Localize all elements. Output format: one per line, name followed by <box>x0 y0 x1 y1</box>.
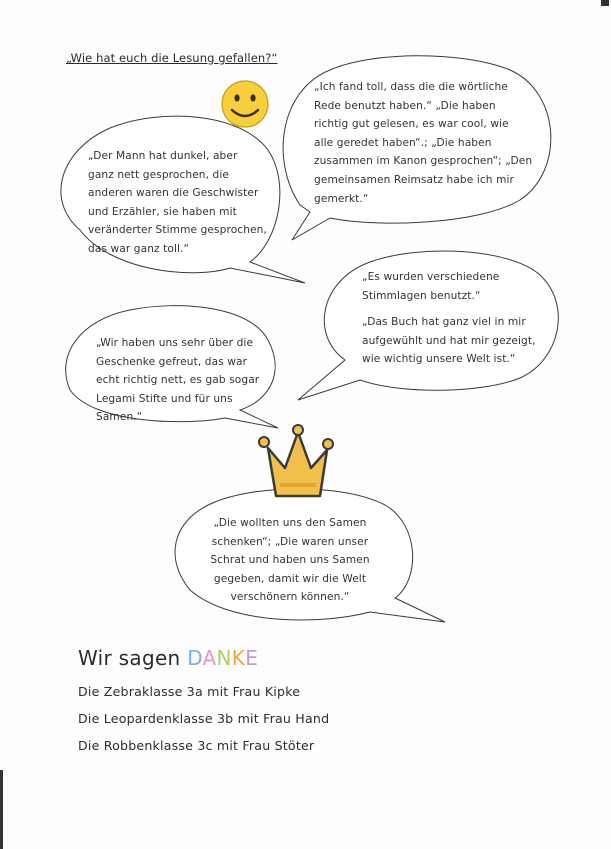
bubble-1-line: zusammen im Kanon gesprochen“; „Den <box>314 155 533 168</box>
danke-word <box>187 646 258 670</box>
bubble-4-line: echt richtig nett, es gab sogar <box>96 374 260 387</box>
smiley-icon <box>222 81 268 127</box>
bubble-3-line: Stimmlagen benutzt.“ <box>362 289 481 302</box>
speech-bubble-3 <box>362 268 536 369</box>
bubble-5-line: „Die wollten uns den Samen <box>213 517 367 529</box>
crown-icon <box>259 425 333 496</box>
bubble-2-line: anderen waren die Geschwister <box>88 187 259 200</box>
danke-letter: E <box>245 646 259 670</box>
bubble-3-line: aufgewühlt und hat mir gezeigt, <box>362 334 536 347</box>
bubble-1-line: gemeinsamen Reimsatz habe ich mir <box>314 173 515 186</box>
bubble-4-line: „Wir haben uns sehr über die <box>96 337 254 349</box>
class-line-3a: Die Zebraklasse 3a mit Frau Kipke <box>78 684 301 699</box>
speech-bubble-4 <box>96 334 259 427</box>
thanks-heading <box>78 646 258 670</box>
bubble-3-line: wie wichtig unsere Welt ist.“ <box>362 353 516 366</box>
bubble-1-line: Rede benutzt haben.“ „Die haben <box>314 99 496 112</box>
thanks-prefix: Wir sagen <box>78 646 188 670</box>
bubble-5-line: gegeben, damit wir die Welt <box>213 572 367 585</box>
danke-letter: A <box>202 646 217 670</box>
speech-bubble-1 <box>314 78 532 208</box>
bubble-4-line: Geschenke gefreut, das war <box>96 355 248 368</box>
bubble-1-line: alle geredet haben“.; „Die haben <box>314 136 492 149</box>
bubble-5-line: schenken“; „Die waren unser <box>211 535 369 548</box>
bubble-4-line: Legami Stifte und für uns <box>96 392 233 405</box>
bubble-2-line: „Der Mann hat dunkel, aber <box>88 150 238 162</box>
bubble-2-line: das war ganz toll.“ <box>88 242 190 255</box>
danke-letter: D <box>187 646 203 670</box>
bubble-5-line: Schrat und haben uns Samen <box>210 554 370 567</box>
bubble-2-line: veränderter Stimme gesprochen, <box>88 224 267 237</box>
bubble-1-line: gemerkt.“ <box>314 192 369 205</box>
bubble-3-line: „Das Buch hat ganz viel in mir <box>362 316 526 329</box>
speech-bubble-2 <box>88 147 267 259</box>
bubble-1-line: „Ich fand toll, dass die die wörtliche <box>314 81 508 93</box>
bubble-3-line: „Es wurden verschiedene <box>362 271 500 283</box>
bubble-1-line: richtig gut gelesen, es war cool, wie <box>314 118 509 131</box>
bubble-2-line: ganz nett gesprochen, die <box>88 168 230 181</box>
bubble-4-line: Samen.“ <box>96 411 143 424</box>
danke-letter: K <box>231 646 246 670</box>
class-line-3b: Die Leopardenklasse 3b mit Frau Hand <box>78 711 330 726</box>
page-title: „Wie hat euch die Lesung gefallen?“ <box>66 51 278 65</box>
danke-letter: N <box>216 646 232 670</box>
speech-bubble-5 <box>200 514 380 607</box>
class-line-3c: Die Robbenklasse 3c mit Frau Stöter <box>78 738 315 753</box>
bubble-5-line: verschönern können.“ <box>230 591 350 604</box>
bubble-2-line: und Erzähler, sie haben mit <box>88 205 237 218</box>
